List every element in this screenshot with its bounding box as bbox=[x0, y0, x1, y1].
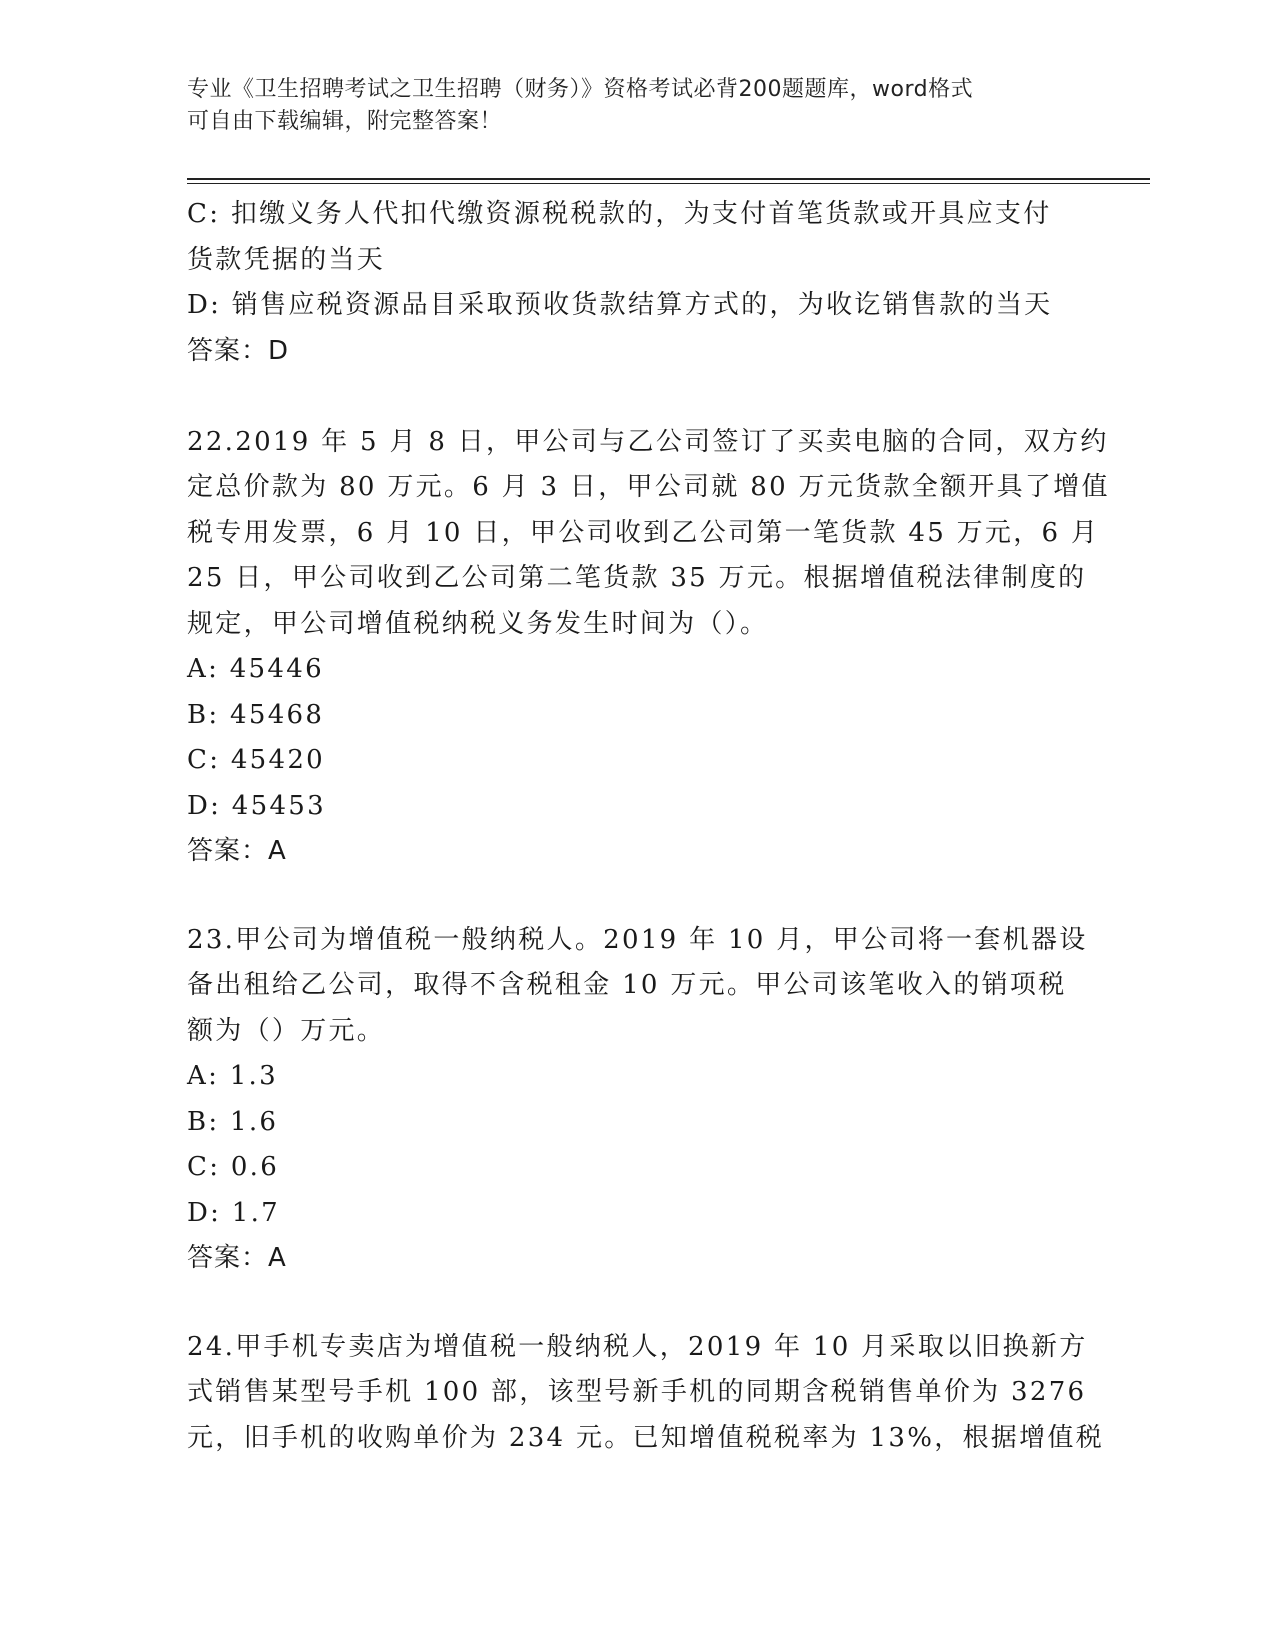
option-b: B: 1.6 bbox=[187, 1106, 279, 1137]
option-c: C: 0.6 bbox=[187, 1152, 280, 1182]
header-line-1: 专业《卫生招聘考试之卫生招聘（财务）》资格考试必背200题题库，word格式 bbox=[187, 77, 974, 102]
option-c: C: 扣缴义务人代扣代缴资源税税款的，为支付首笔货款或开具应支付 bbox=[187, 199, 1052, 229]
question-text-line: 额为（）万元。 bbox=[187, 1015, 386, 1046]
header-line-2: 可自由下载编辑，附完整答案！ bbox=[187, 109, 503, 134]
question-23 bbox=[187, 918, 1087, 1282]
question-text-line: 备出租给乙公司，取得不含税租金 10 万元。甲公司该笔收入的销项税 bbox=[187, 970, 1067, 1000]
option-c: C: 45420 bbox=[187, 745, 326, 775]
document-body bbox=[187, 192, 1110, 1461]
question-text-line: 23.甲公司为增值税一般纳税人。2019 年 10 月，甲公司将一套机器设 bbox=[187, 924, 1088, 955]
question-text-line: 24.甲手机专卖店为增值税一般纳税人，2019 年 10 月采取以旧换新方 bbox=[187, 1331, 1088, 1362]
question-text-line: 规定，甲公司增值税纳税义务发生时间为（）。 bbox=[187, 608, 769, 639]
option-a: A: 1.3 bbox=[187, 1061, 278, 1091]
option-b: B: 45468 bbox=[187, 699, 325, 730]
answer-line: 答案：A bbox=[187, 836, 287, 866]
question-text-line: 元，旧手机的收购单价为 234 元。已知增值税税率为 13%，根据增值税 bbox=[187, 1422, 1105, 1453]
spacer bbox=[187, 875, 1087, 918]
question-text-line: 式销售某型号手机 100 部，该型号新手机的同期含税销售单价为 3276 bbox=[187, 1377, 1087, 1407]
option-d: D: 45453 bbox=[187, 790, 326, 821]
question-text-line: 25 日，甲公司收到乙公司第二笔货款 35 万元。根据增值税法律制度的 bbox=[187, 563, 1087, 593]
question-text-line: 22.2019 年 5 月 8 日，甲公司与乙公司签订了买卖电脑的合同，双方约 bbox=[187, 426, 1109, 457]
question-21-continued bbox=[187, 192, 1087, 374]
answer-line: 答案：A bbox=[187, 1243, 287, 1273]
answer-line: 答案：D bbox=[187, 335, 290, 366]
option-c-continued: 货款凭据的当天 bbox=[187, 244, 386, 275]
header-divider-thick bbox=[187, 178, 1150, 180]
option-d: D: 销售应税资源品目采取预收货款结算方式的，为收讫销售款的当天 bbox=[187, 290, 1053, 320]
option-d: D: 1.7 bbox=[187, 1197, 281, 1228]
spacer bbox=[187, 374, 1087, 420]
header-divider-thin bbox=[187, 183, 1150, 184]
spacer bbox=[187, 1282, 1087, 1325]
option-a: A: 45446 bbox=[187, 654, 324, 684]
document-header bbox=[187, 74, 1087, 138]
question-text-line: 定总价款为 80 万元。6 月 3 日，甲公司就 80 万元货款全额开具了增值 bbox=[187, 472, 1110, 502]
question-24 bbox=[187, 1325, 1105, 1462]
question-text-line: 税专用发票，6 月 10 日，甲公司收到乙公司第一笔货款 45 万元，6 月 bbox=[187, 517, 1100, 548]
question-22 bbox=[187, 420, 1110, 875]
